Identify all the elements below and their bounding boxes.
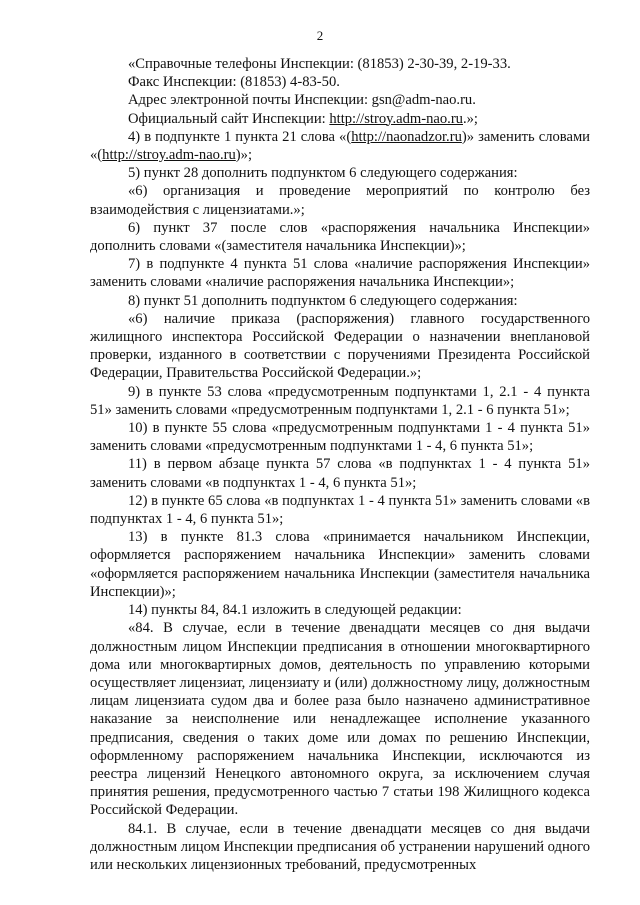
item-12: 12) в пункте 65 слова «в подпунктах 1 - 4 пункта 51» заменить словами «в подпунктах 1 - 4, 6 пункта 51»; [90, 492, 590, 528]
item-11: 11) в первом абзаце пункта 57 слова «в подпунктах 1 - 4 пункта 51» заменить словами «в подпунктах 1 - 4, 6 пункта 51»; [90, 456, 590, 491]
old-site-link[interactable]: http://naonadzor.ru [351, 128, 462, 145]
item-7: 7) в подпункте 4 пункта 51 слова «наличие распоряжения Инспекции» заменить словами «наличие распоряжения начальника Инспекции»; [90, 256, 590, 291]
item-14: 14) пункты 84, 84.1 изложить в следующей редакции: [128, 602, 462, 619]
new-site-link[interactable]: http://stroy.adm-nao.ru [102, 147, 236, 164]
line-email: Адрес электронной почты Инспекции: gsn@adm-nao.ru. [128, 92, 476, 109]
item-6: 6) пункт 37 после слов «распоряжения начальника Инспекции» дополнить словами «(заместителя начальника Инспекции)»; [90, 219, 590, 255]
website-link[interactable]: http://stroy.adm-nao.ru [329, 110, 463, 127]
paragraph-84-1: 84.1. В случае, если в течение двенадцати месяцев со дня выдачи должностным лицом Инспекции предписания об устранении нарушений одного или нескольких лицензионных требований, предусмотренных [90, 820, 591, 873]
document-body [90, 55, 590, 874]
item-8: 8) пункт 51 дополнить подпунктом 6 следующего содержания: [128, 292, 518, 309]
item-5: 5) пункт 28 дополнить подпунктом 6 следующего содержания: [128, 165, 518, 182]
item-10: 10) в пункте 55 слова «предусмотренным подпунктами 1 - 4 пункта 51» заменить словами «предусмотренным подпунктами 1 - 4, 6 пункта 51»; [90, 420, 590, 455]
item-9: 9) в пункте 53 слова «предусмотренным подпунктами 1, 2.1 - 4 пункта 51» заменить словами «предусмотренным подпунктами 1, 2.1 - 6 пункта 51»; [90, 383, 590, 418]
item-5-quote: «6) организация и проведение мероприятий по контролю без взаимодействия с лицензиатами.»; [90, 183, 590, 218]
line-phones: «Справочные телефоны Инспекции: (81853) 2-30-39, 2-19-33. [128, 56, 511, 72]
page-number: 2 [316, 28, 324, 43]
line-website: Официальный сайт Инспекции: http://stroy.adm-nao.ru.»; [128, 110, 478, 127]
item-13: 13) в пункте 81.3 слова «принимается начальником Инспекции, оформляется распоряжением начальника Инспекции» заменить словами «оформляется распоряжением начальника Инспекции (заместителя начальника Инспекции)»; [90, 529, 590, 600]
line-fax: Факс Инспекции: (81853) 4-83-50. [128, 74, 340, 91]
item-8-quote: «6) наличие приказа (распоряжения) главного государственного жилищного инспектора Российской Федерации о назначении внеплановой проверки, изданного в соответствии с поручениями Президента Российской Федерации, Правительства Российской Федерации.»; [90, 310, 590, 382]
paragraph-84: «84. В случае, если в течение двенадцати месяцев со дня выдачи должностным лицом Инспекции предписания в отношении многоквартирного дома или многоквартирных домов, деятельность по управлению которыми осуществляет лицензиат, лицензиату и (или) должностному лицу, должностным лицам лицензиата судом два и более раза было назначено административное наказание за неисполнение или ненадлежащее исполнение указанного предписания, сведения о таких доме или домах по решению Инспекции, оформленному распоряжением начальника Инспекции, исключаются из реестра лицензий Ненецкого автономного округа, за исключением случая принятия решения, предусмотренного частью 7 статьи 198 Жилищного кодекса Российской Федерации. [90, 620, 590, 819]
item-4: 4) в подпункте 1 пункта 21 слова «(http://naonadzor.ru)» заменить словами «(http://stroy.adm-nao.ru)»; [90, 128, 590, 164]
